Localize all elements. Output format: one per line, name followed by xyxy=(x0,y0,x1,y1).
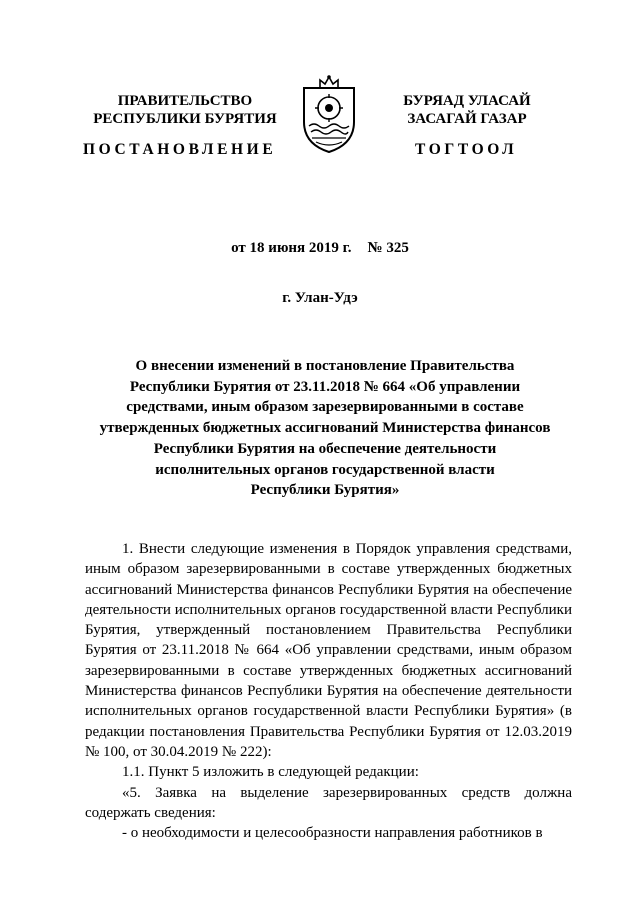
issuer-right-line1: БУРЯАД УЛАСАЙ xyxy=(403,93,531,109)
city: г. Улан-Удэ xyxy=(282,290,358,306)
doc-type-left: ПОСТАНОВЛЕНИЕ xyxy=(83,141,277,158)
issuer-left-line1: ПРАВИТЕЛЬСТВО xyxy=(117,93,253,109)
title-line: исполнительных органов государственной власти xyxy=(155,461,495,478)
body-paragraph: 1. Внести следующие изменения в Порядок управления средствами, иным образом зарезервированными в составе утвержденных бюджетных ассигнований Министерства финансов Республики Бурятия на обеспечение деятельности исполнительных органов государственной власти Республики Бурятия, утвержденный постановлением Правительства Республики Бурятия от 23.11.2018 № 664 «Об управлении средствами, иным образом зарезервированными в составе утвержденных бюджетных ассигнований Министерства финансов Республики Бурятия на обеспечение деятельности исполнительных органов государственной власти Республики Бурятия» (в редакции постановления Правительства Республики Бурятия от 12.03.2019 № 100, от 30.04.2019 № 222): xyxy=(85,541,572,760)
title-line: Республики Бурятия на обеспечение деятельности xyxy=(153,440,497,457)
issuer-right xyxy=(382,92,552,128)
body-paragraph: «5. Заявка на выделение зарезервированных средств должна содержать сведения: xyxy=(85,784,572,821)
body-paragraph: 1.1. Пункт 5 изложить в следующей редакции: xyxy=(122,764,419,781)
body-paragraph: - о необходимости и целесообразности направления работников в xyxy=(122,825,543,842)
title-line: Республики Бурятия от 23.11.2018 № 664 «Об управлении xyxy=(129,378,521,395)
title-line: О внесении изменений в постановление Правительства xyxy=(135,358,515,374)
doc-type-right: ТОГТООЛ xyxy=(415,141,518,158)
document-date: от 18 июня 2019 г. xyxy=(231,240,352,256)
document-body xyxy=(85,539,572,843)
document-title xyxy=(95,356,555,501)
title-line: Республики Бурятия» xyxy=(250,482,400,499)
title-line: средствами, иным образом зарезервированными в составе xyxy=(126,399,524,416)
document-number: № 325 xyxy=(367,240,409,256)
issuer-left xyxy=(90,92,280,128)
republic-coat-of-arms-icon xyxy=(298,74,360,154)
date-number-line xyxy=(0,240,640,257)
issuer-left-line2: РЕСПУБЛИКИ БУРЯТИЯ xyxy=(93,111,277,127)
issuer-right-line2: ЗАСАГАЙ ГАЗАР xyxy=(407,111,527,127)
title-line: утвержденных бюджетных ассигнований Министерства финансов xyxy=(99,420,551,437)
